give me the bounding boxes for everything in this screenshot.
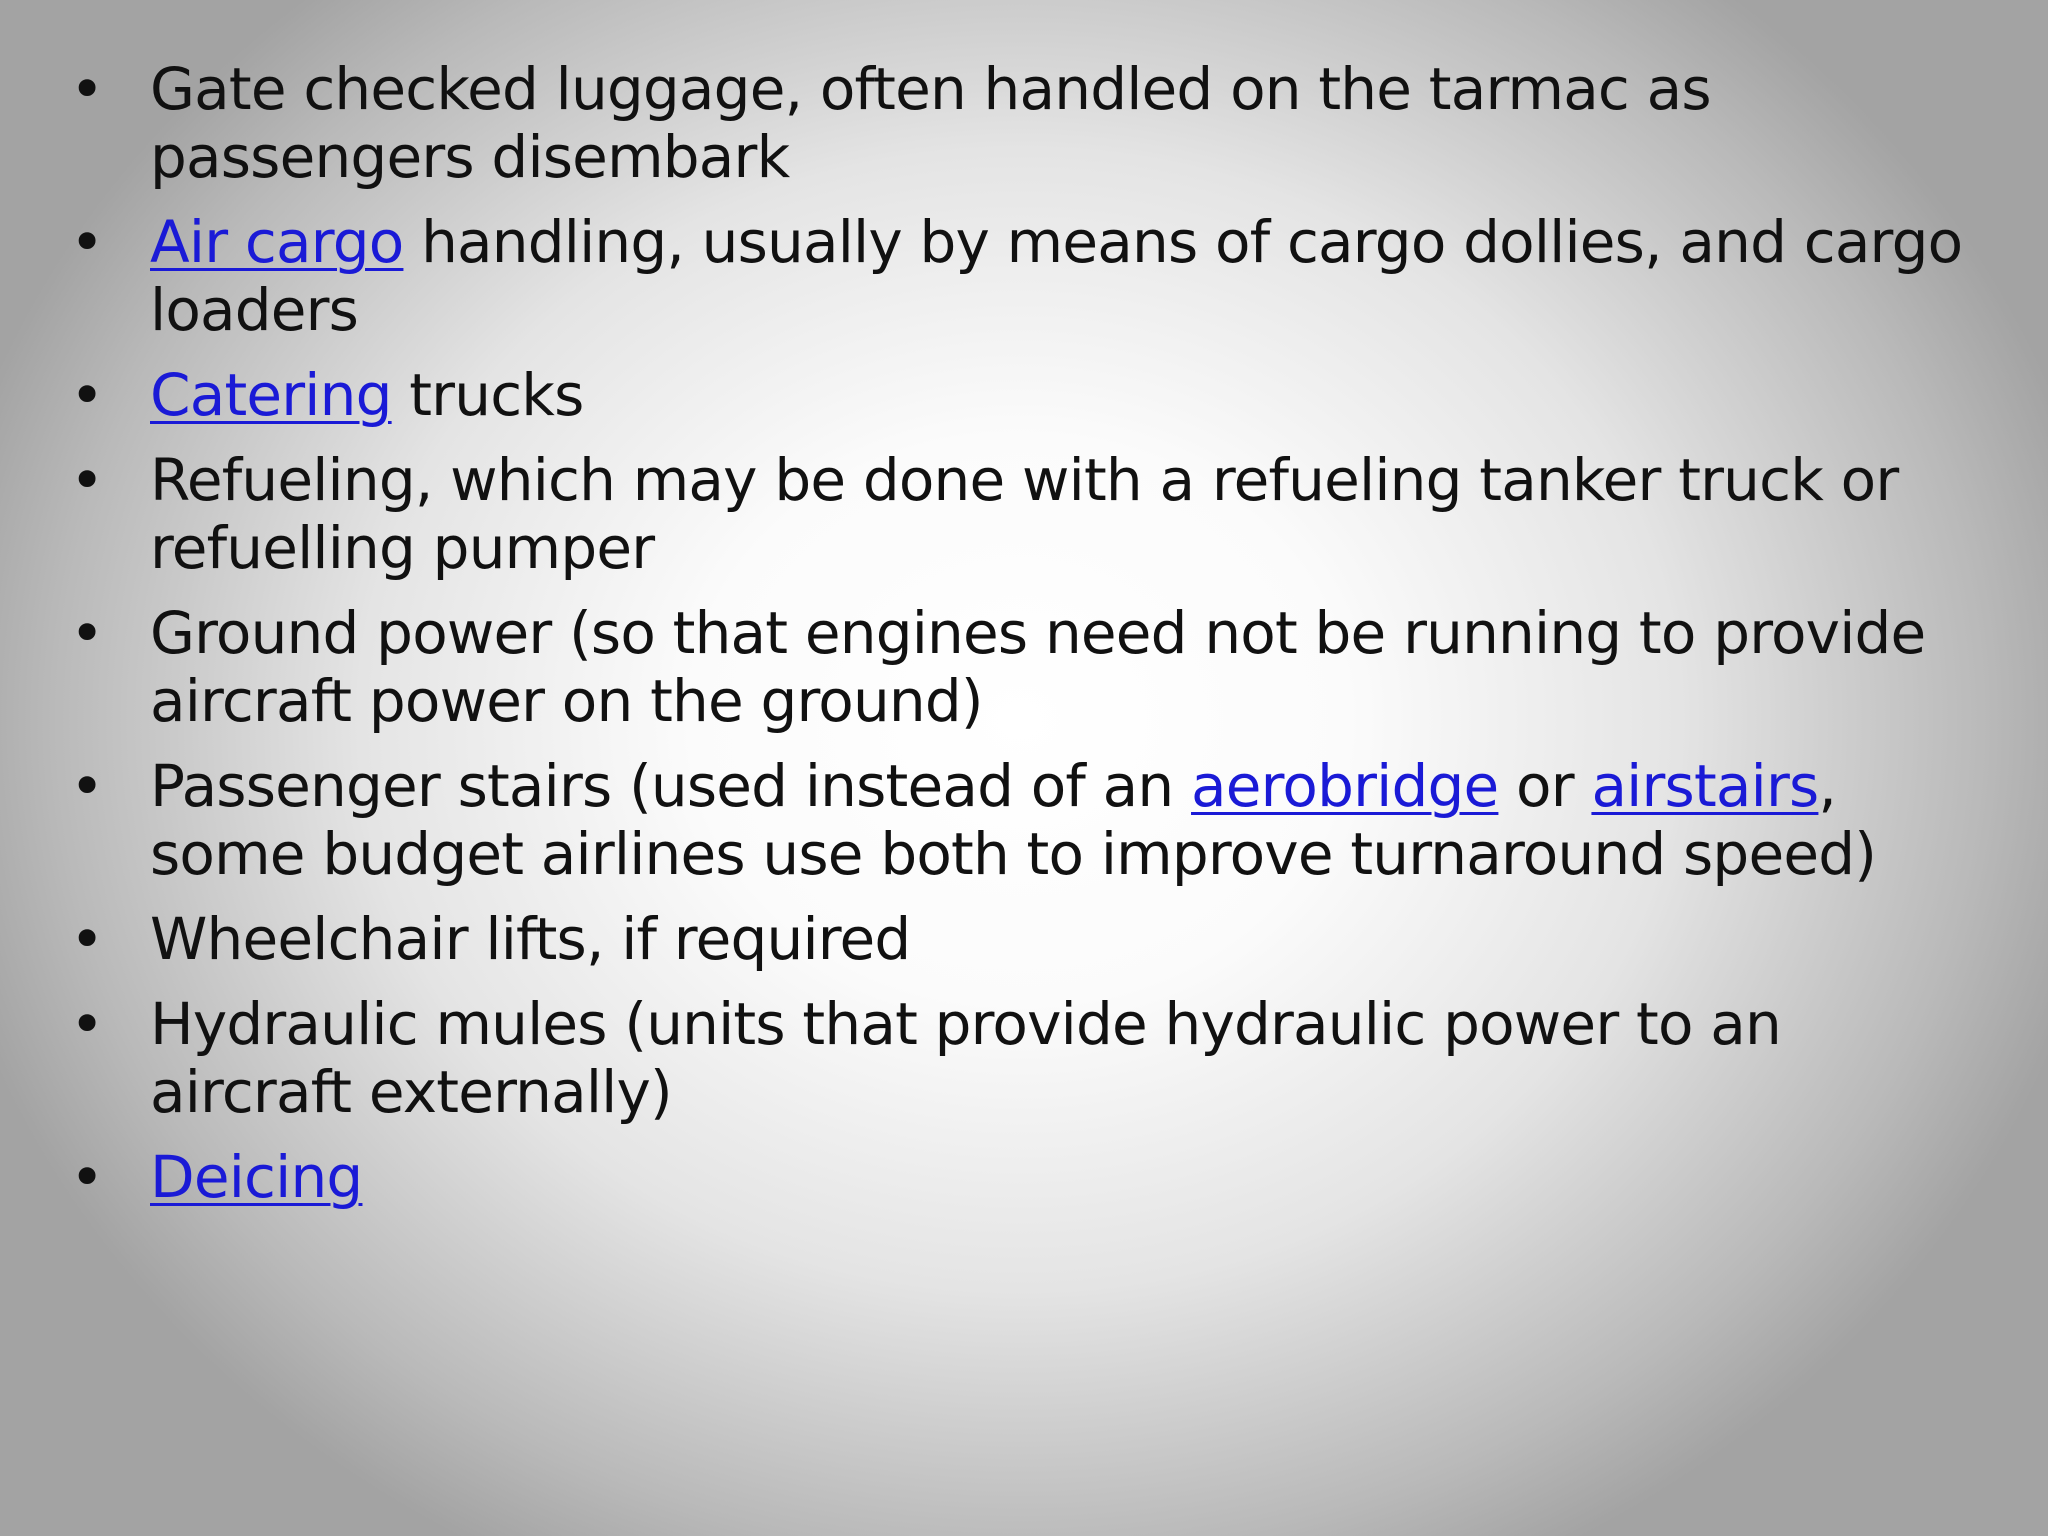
- air-cargo-link[interactable]: Air cargo: [150, 208, 404, 276]
- bullet-item-wheelchair-lifts: [70, 905, 1990, 973]
- bullet-icon: •: [70, 1143, 104, 1211]
- bullet-list: [70, 55, 1990, 1228]
- bullet-text: , some budget airlines use both to improve turnaround speed): [150, 752, 1877, 888]
- bullet-item-deicing: [70, 1143, 1990, 1211]
- bullet-text: handling, usually by means of cargo dollies, and cargo loaders: [150, 208, 1963, 344]
- bullet-item-hydraulic-mules: [70, 990, 1990, 1126]
- bullet-icon: •: [70, 55, 104, 123]
- bullet-icon: •: [70, 208, 104, 276]
- bullet-icon: •: [70, 446, 104, 514]
- bullet-icon: •: [70, 361, 104, 429]
- bullet-text: trucks: [391, 361, 584, 429]
- aerobridge-link[interactable]: aerobridge: [1191, 752, 1499, 820]
- bullet-text: Refueling, which may be done with a refueling tanker truck or refuelling pumper: [150, 446, 1899, 582]
- bullet-item-refueling: [70, 446, 1990, 582]
- airstairs-link[interactable]: airstairs: [1591, 752, 1819, 820]
- bullet-text: Gate checked luggage, often handled on the tarmac as passengers disembark: [150, 55, 1711, 191]
- bullet-item-gate-checked-luggage: [70, 55, 1990, 191]
- bullet-icon: •: [70, 905, 104, 973]
- bullet-item-passenger-stairs: [70, 752, 1990, 888]
- bullet-icon: •: [70, 599, 104, 667]
- bullet-text: or: [1498, 752, 1592, 820]
- bullet-text: Wheelchair lifts, if required: [150, 905, 911, 973]
- bullet-icon: •: [70, 990, 104, 1058]
- catering-link[interactable]: Catering: [150, 361, 392, 429]
- bullet-icon: •: [70, 752, 104, 820]
- bullet-text: Hydraulic mules (units that provide hydraulic power to an aircraft externally): [150, 990, 1781, 1126]
- bullet-text: Ground power (so that engines need not be running to provide aircraft power on the ground): [150, 599, 1926, 735]
- bullet-text: Passenger stairs (used instead of an: [150, 752, 1192, 820]
- bullet-item-air-cargo: [70, 208, 1990, 344]
- bullet-item-ground-power: [70, 599, 1990, 735]
- bullet-item-catering: [70, 361, 1990, 429]
- deicing-link[interactable]: Deicing: [150, 1143, 363, 1211]
